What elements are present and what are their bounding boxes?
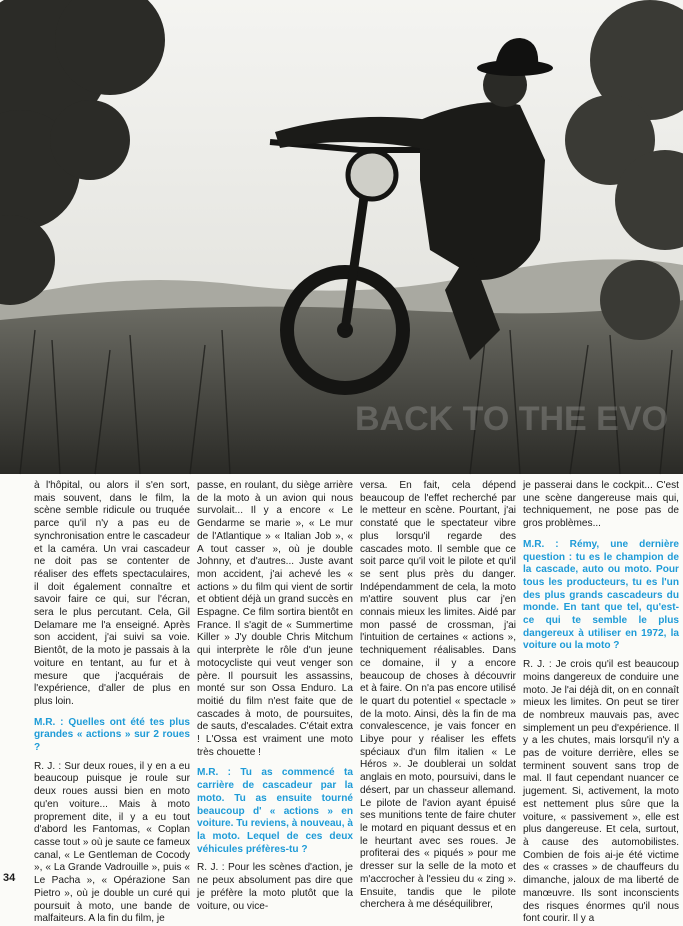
page-number: 34 xyxy=(3,872,16,884)
paragraph: R. J. : Je crois qu'il est beaucoup moins dangereux de conduire une moto. Je l'ai déjà dit, on en connaît mieux les limites. On peut se tirer de nombreux mauvais pas, avec simplement un peu d'expérience. Il y a les chutes, mais lorsqu'il n'y a pas de voiture derrière, elles se terminent souvent sans trop de mal. Il faut cependant nuancer ce jugement. Si, activement, la moto est nettement plus sûre que la voiture, « passivement », elle est plus dangereuse. Et cela, surtout, à cause des automobilistes. Combien de fois ai-je été victime des « crasses » de chauffeurs du dimanche, jaloux de ma liberté de manœuvre. Ils sont inconscients des risques énormes qu'il nous font courir. Il y a xyxy=(523,659,679,925)
article-column-4 xyxy=(523,480,679,925)
watermark-text: BACK TO THE EVO xyxy=(355,400,668,438)
interview-question: M.R. : Quelles ont été tes plus grandes « actions » sur 2 roues ? xyxy=(34,716,190,754)
article-column-2 xyxy=(197,480,353,912)
article-column-1 xyxy=(34,480,190,925)
interview-question: M.R. : Rémy, une dernière question : tu es le champion de la cascade, auto ou moto. Pour tous les producteurs, tu es l'un des plus grands cascadeurs du monde. En tant que tel, qu'est-ce qui te semble le plus dangereux à utiliser en 1972, la voiture ou la moto ? xyxy=(523,538,679,652)
paragraph: à l'hôpital, ou alors il s'en sort, mais souvent, dans le film, la scène semble ridicule ou truquée parce qu'il n'y a pas eu de synchronisation entre le cascadeur et la caméra. Un vrai cascadeur ne doit pas se contenter de réaliser des effets spectaculaires, il doit également connaître et savoir faire ce qui, sur l'écran, sera le plus percutant. Cela, Gil Delamare me l'a enseigné. Après son accident, j'ai suivi sa voie. Bientôt, de la moto je passais à la voiture en tentant, au fur et à mesure que j'acquérais de l'expérience, d'aller de plus en plus loin. xyxy=(34,480,190,707)
paragraph: R. J. : Pour les scènes d'action, je ne peux absolument pas dire que je préfère la moto plutôt que la voiture, ou vice- xyxy=(197,862,353,912)
article-column-3 xyxy=(360,480,516,911)
paragraph: versa. En fait, cela dépend beaucoup de l'effet recherché par le metteur en scène. Pourtant, j'ai constaté que le spectateur vibre plus lorsqu'il regarde des cascades moto. Il semble que ce soit parce qu'il voit le pilote et qu'il se sent plus près du danger. Indépendamment de cela, la moto m'attire souvent plus car j'en connais mieux les limites. Aidé par mon passé de crossman, j'ai l'intuition de certaines « actions », techniquement réalisables. Dans ce domaine, il y a encore beaucoup de choses à découvrir et à faire. On n'a pas encore utilisé le quart du potentiel « spectacle » de la moto. Ainsi, dès la fin de ma convalescence, je vais foncer en Libye pour y réaliser les effets spéciaux d'un film italien « Le Héros ». Je doublerai un soldat anglais en moto, poursuivi, dans le désert, par un chasseur allemand. Le pilote de l'avion ayant épuisé ses munitions tente de faire chuter le motard en piquant dessus et en le heurtant avec ses roues. Je profiterai des « piqués » pour me dresser sur la selle de la moto et m'accrocher à l'essieu du « zing ». Ensuite, tandis que le pilote cherchera à me déséquilibrer, xyxy=(360,480,516,911)
paragraph: R. J. : Sur deux roues, il y en a eu beaucoup puisque je roule sur deux roues aussi bien en moto qu'en voiture... Mais à moto proprement dite, il y a eu tout d'abord les Fantomas, « Coplan casse tout » où je saute ce fameux canal, « Le Gentleman de Cocody », « La Grande Vadrouille », puis « Le Pacha », « Opérazione San Pietro », où je double un curé qui poursuit à moto, une bande de malfaiteurs. A la fin du film, je xyxy=(34,760,190,925)
interview-question: M.R. : Tu as commencé ta carrière de cascadeur par la moto. Tu as ensuite tourné beaucoup d' « actions » en voiture. Tu reviens, à nouveau, à la moto. Lequel de ces deux véhicules préfères-tu ? xyxy=(197,767,353,855)
article-body xyxy=(34,480,680,925)
paragraph: je passerai dans le cockpit... C'est une scène dangereuse mais qui, techniquement, ne pose pas de gros problèmes... xyxy=(523,480,679,530)
paragraph: passe, en roulant, du siège arrière de la moto à un avion qui nous survolait... Il y a encore « Le Gendarme se marie », « Le mur de l'Atlantique » « Italian Job », « A tout casser », où je double Johnny, et d'autres... Juste avant mon accident, j'ai achevé les « actions » du film qui vient de sortir et obtient déjà un grand succès en Espagne. Ce film sortira bientôt en France. Il s'agit de « Summertime Killer » J'y double Chris Mitchum qui interprète le rôle d'un jeune motocycliste qui veut venger son père. Il poursuit les assassins, monté sur son Ossa Enduro. La moitié du film n'est faite que de cascades à moto, de poursuites, de sauts, d'escalades. C'était extra ! L'Ossa est vraiment une moto très chouette ! xyxy=(197,480,353,758)
